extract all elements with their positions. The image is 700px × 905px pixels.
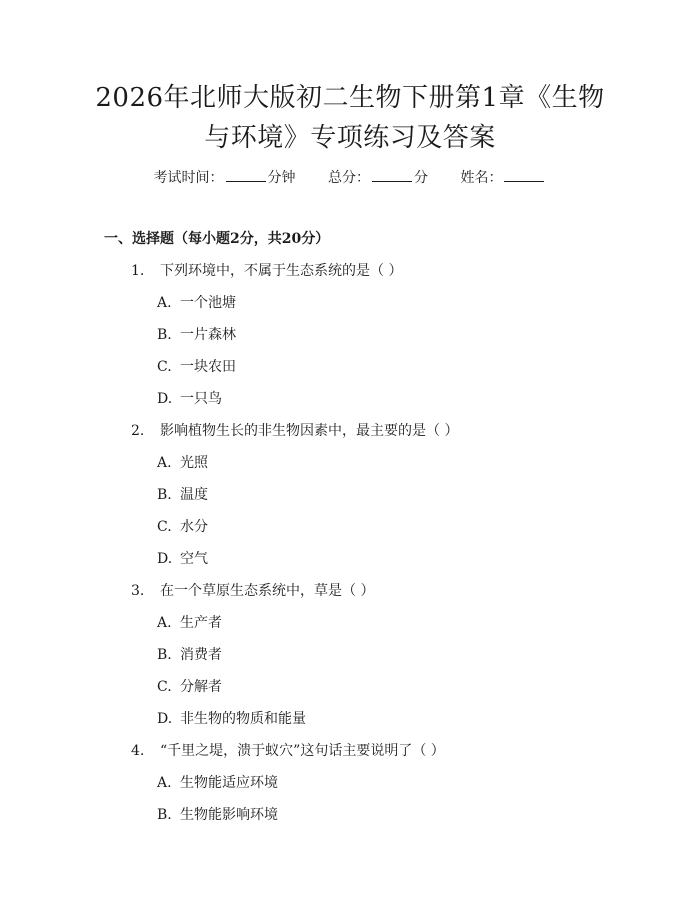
option-letter: D. <box>157 711 173 727</box>
exam-info-line <box>0 169 700 187</box>
option-row <box>0 358 700 390</box>
option-text: 水分 <box>180 519 208 535</box>
question-text: 在一个草原生态系统中，草是（ ） <box>160 583 375 599</box>
exam-time-field <box>154 170 296 186</box>
question-4 <box>0 742 700 774</box>
option-text: 温度 <box>180 487 208 503</box>
total-score-blank <box>372 169 412 182</box>
option-row <box>0 614 700 646</box>
option-row <box>0 550 700 582</box>
option-letter: A. <box>157 615 172 631</box>
option-row <box>0 806 700 838</box>
option-letter: C. <box>157 519 172 535</box>
option-text: 一块农田 <box>180 359 236 375</box>
exam-time-unit: 分钟 <box>267 170 296 186</box>
total-score-unit: 分 <box>414 170 428 186</box>
total-score-field <box>328 170 428 186</box>
total-score-label: 总分： <box>328 170 370 186</box>
option-letter: D. <box>157 551 173 567</box>
option-letter: C. <box>157 359 172 375</box>
document-title <box>60 78 640 158</box>
option-letter: B. <box>157 487 172 503</box>
question-text: “千里之堤，溃于蚁穴”这句话主要说明了（ ） <box>160 743 445 759</box>
option-text: 光照 <box>180 455 208 471</box>
option-row <box>0 710 700 742</box>
option-letter: B. <box>157 647 172 663</box>
option-letter: B. <box>157 807 172 823</box>
question-number: 3. <box>131 583 145 599</box>
question-1 <box>0 262 700 294</box>
exam-time-label: 考试时间： <box>153 170 224 186</box>
exam-time-blank <box>226 169 266 182</box>
option-text: 消费者 <box>180 647 222 663</box>
option-letter: A. <box>157 295 172 311</box>
option-text: 生产者 <box>180 615 222 631</box>
question-list <box>0 262 700 838</box>
option-row <box>0 390 700 422</box>
option-text: 分解者 <box>180 679 222 695</box>
question-number: 1. <box>131 263 145 279</box>
option-text: 一片森林 <box>180 327 236 343</box>
option-text: 空气 <box>180 551 208 567</box>
title-line-1: 2026年北师大版初二生物下册第1章《生物 <box>95 83 605 113</box>
option-letter: C. <box>157 679 172 695</box>
option-text: 一个池塘 <box>180 295 236 311</box>
option-letter: A. <box>157 455 172 471</box>
option-row <box>0 774 700 806</box>
option-text: 非生物的物质和能量 <box>180 711 306 727</box>
name-blank <box>504 169 544 182</box>
title-line-2: 与环境》专项练习及答案 <box>204 123 496 153</box>
name-label: 姓名： <box>460 170 503 186</box>
section-heading: 一、选择题（每小题2分，共20分） <box>104 231 330 247</box>
question-number: 2. <box>131 423 145 439</box>
question-3 <box>0 582 700 614</box>
option-row <box>0 326 700 358</box>
option-row <box>0 454 700 486</box>
question-text: 下列环境中，不属于生态系统的是（ ） <box>160 263 403 279</box>
option-letter: A. <box>157 775 172 791</box>
option-text: 一只鸟 <box>180 391 222 407</box>
option-letter: B. <box>157 327 172 343</box>
option-text: 生物能适应环境 <box>180 775 278 791</box>
option-row <box>0 678 700 710</box>
option-text: 生物能影响环境 <box>180 807 278 823</box>
option-row <box>0 646 700 678</box>
question-2 <box>0 422 700 454</box>
question-text: 影响植物生长的非生物因素中，最主要的是（ ） <box>160 423 459 439</box>
option-letter: D. <box>157 391 173 407</box>
name-field <box>460 170 546 186</box>
question-number: 4. <box>131 743 145 759</box>
option-row <box>0 294 700 326</box>
option-row <box>0 486 700 518</box>
option-row <box>0 518 700 550</box>
